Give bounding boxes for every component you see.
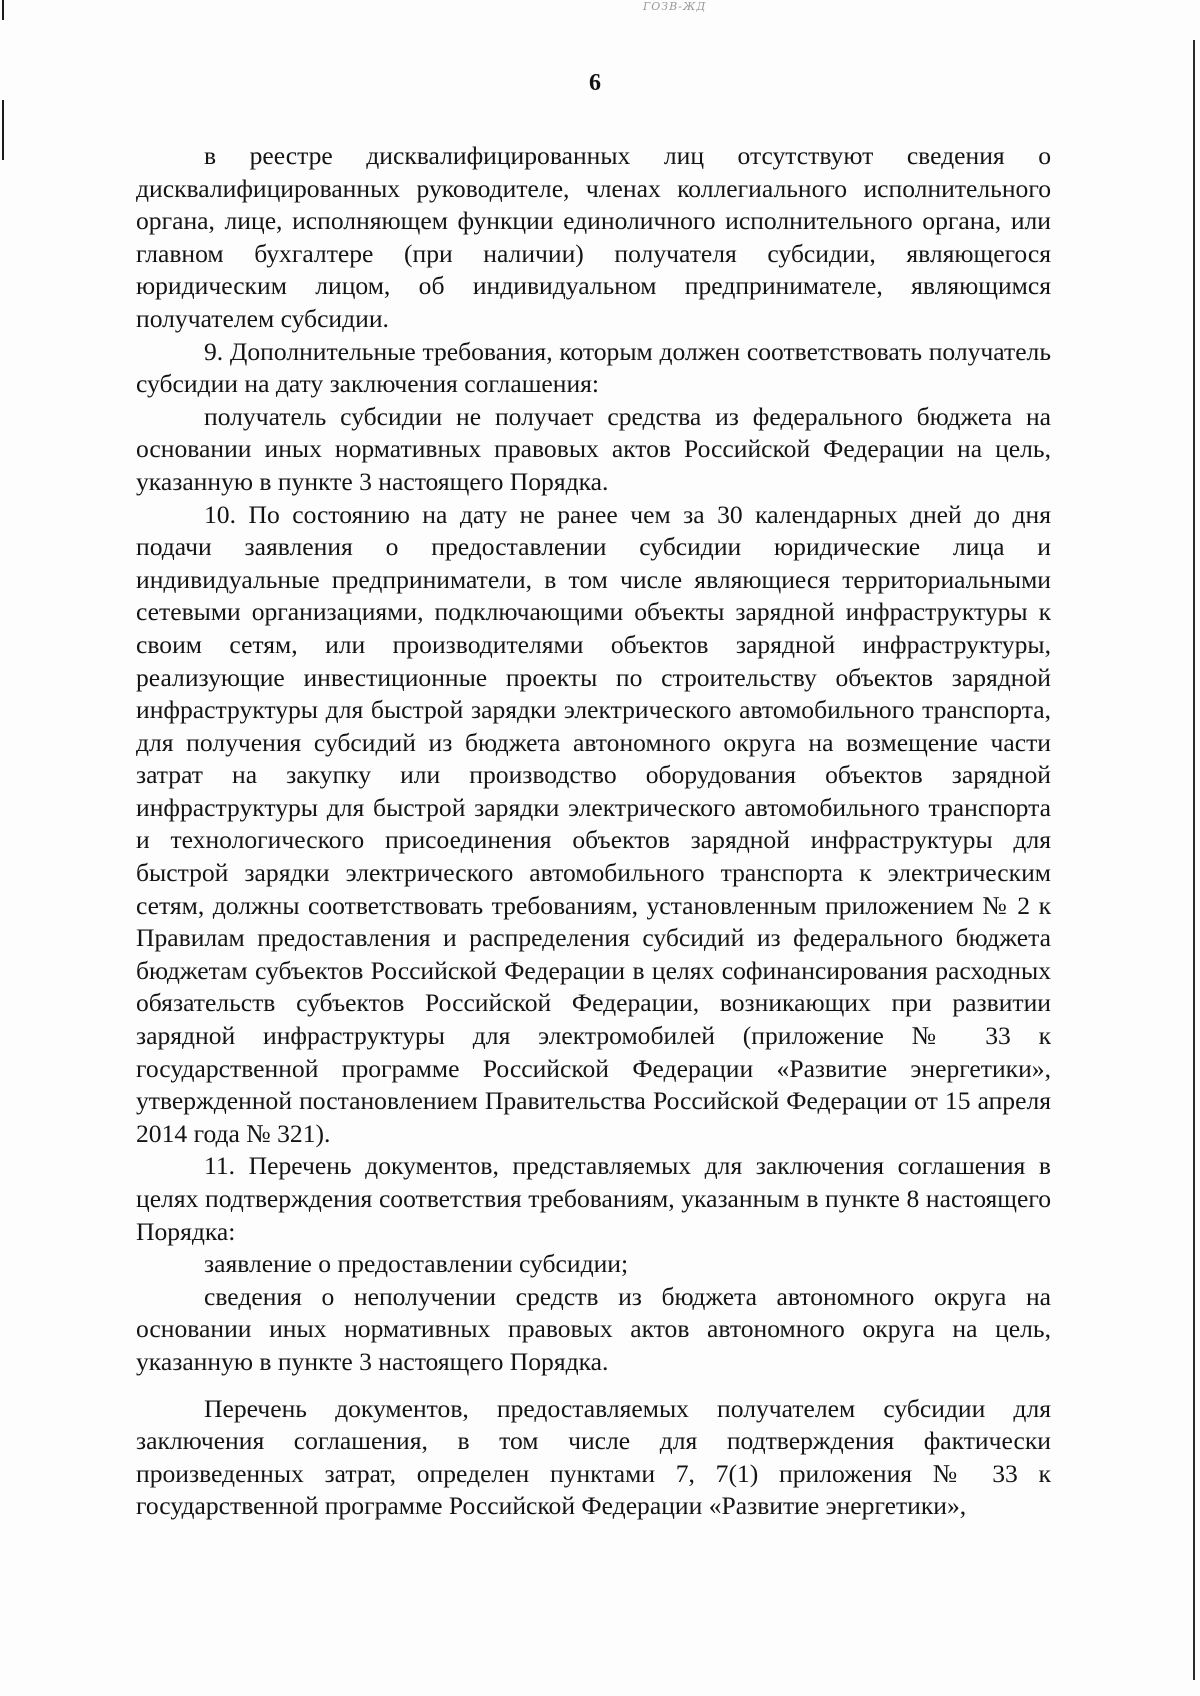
paragraph: Перечень документов, предоставляемых получателем субсидии для заключения соглашения, в том числе для подтверждения фактически произведенных затрат, определен пунктами 7, 7(1) приложения № 33 к государственной программе Российской Федерации «Развитие энергетики», (136, 1393, 1051, 1521)
scan-edge-mark (1193, 40, 1195, 1680)
paragraph: заявление о предоставлении субсидии; (204, 1249, 629, 1279)
document-body (136, 140, 1051, 1523)
paragraph: сведения о неполучении средств из бюджета автономного округа на основании иных нормативных правовых актов автономного округа на цель, указанную в пункте 3 настоящего Порядка. (136, 1281, 1051, 1376)
paragraph: 10. По состоянию на дату не ранее чем за 30 календарных дней до дня подачи заявления о предоставлении субсидии юридические лица и индивидуальные предприниматели, в том числе являющиеся территориальными сетевыми организациями, подключающими объекты зарядной инфраструктуры к своим сетям, или производителями объектов зарядной инфраструктуры, реализующие инвестиционные проекты по строительству объектов зарядной инфраструктуры для быстрой зарядки электрического автомобильного транспорта, для получения субсидий из бюджета автономного округа на возмещение части затрат на закупку или производство оборудования объектов зарядной инфраструктуры для быстрой зарядки электрического автомобильного транспорта и технологического присоединения объектов зарядной инфраструктуры для быстрой зарядки электрического автомобильного транспорта к электрическим сетям, должны соответствовать требованиям, установленным приложением № 2 к Правилам предоставления и распределения субсидий из федерального бюджета бюджетам субъектов Российской Федерации в целях софинансирования расходных обязательств субъектов Российской Федерации, возникающих при развитии зарядной инфраструктуры для электромобилей (приложение № 33 к государственной программе Российской Федерации «Развитие энергетики», утвержденной постановлением Правительства Российской Федерации от 15 апреля 2014 года № 321). (136, 499, 1051, 1148)
scan-edge-mark (2, 0, 4, 20)
scan-stamp-text: ГОЗВ-ЖД (643, 0, 707, 13)
paragraph: 11. Перечень документов, представляемых для заключения соглашения в целях подтверждения соответствия требованиям, указанным в пункте 8 настоящего Порядка: (136, 1151, 1051, 1246)
paragraph: 9. Дополнительные требования, которым должен соответствовать получатель субсидии на дату заключения соглашения: (136, 336, 1051, 399)
page-number: 6 (589, 70, 601, 96)
paragraph: получатель субсидии не получает средства из федерального бюджета на основании иных нормативных правовых актов Российской Федерации на цель, указанную в пункте 3 настоящего Порядка. (136, 401, 1051, 496)
scan-edge-mark (2, 100, 4, 160)
paragraph: в реестре дисквалифицированных лиц отсутствуют сведения о дисквалифицированных руководителе, членах коллегиального исполнительного органа, лице, исполняющем функции единоличного исполнительного органа, или главном бухгалтере (при наличии) получателя субсидии, являющегося юридическим лицом, об индивидуальном предпринимателе, являющимся получателем субсидии. (136, 141, 1051, 333)
